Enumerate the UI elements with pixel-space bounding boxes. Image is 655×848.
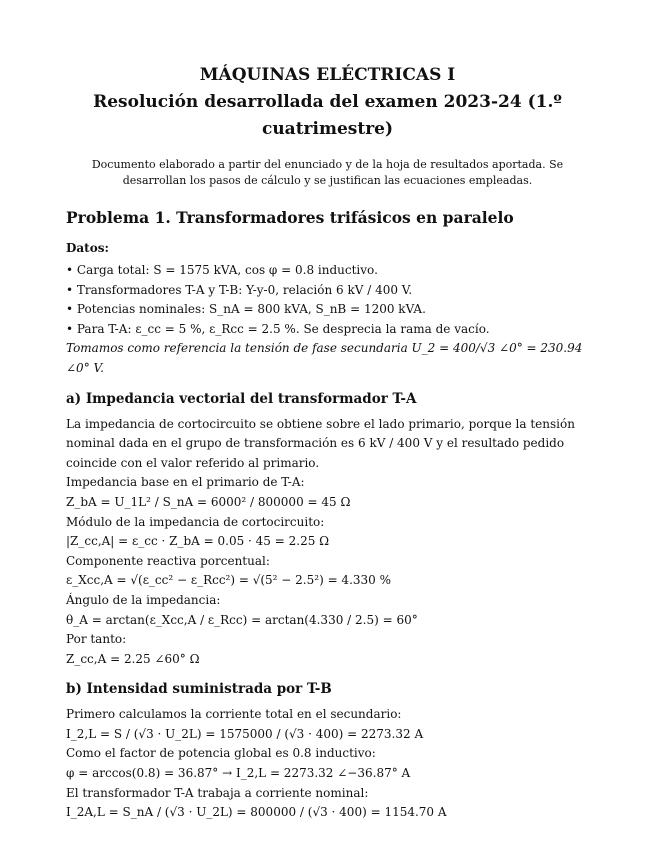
section-a-equation: |Z_cc,A| = ε_cc · Z_bA = 0.05 · 45 = 2.25 Ω bbox=[66, 534, 330, 549]
section-a-result: Z_cc,A = 2.25 ∠60° Ω bbox=[66, 651, 200, 666]
section-b-line: Primero calculamos la corriente total en el secundario: bbox=[66, 707, 402, 722]
datos-item: • Transformadores T-A y T-B: Y-y-0, relación 6 kV / 400 V. bbox=[66, 282, 413, 297]
document-subtitle-line1: Resolución desarrollada del examen 2023-24 (1.º bbox=[93, 92, 562, 112]
section-a-line: Módulo de la impedancia de cortocircuito: bbox=[66, 514, 325, 529]
section-b-line: El transformador T-A trabaja a corriente nominal: bbox=[66, 785, 369, 800]
section-a-equation: θ_A = arctan(ε_Xcc,A / ε_Rcc) = arctan(4.330 / 2.5) = 60° bbox=[66, 612, 418, 627]
section-b-heading: b) Intensidad suministrada por T-B bbox=[66, 681, 332, 698]
reference-note: Tomamos como referencia la tensión de fase secundaria U_2 = 400/√3 ∠0° = 230.94 ∠0° V. bbox=[66, 341, 583, 375]
section-a-line: Componente reactiva porcentual: bbox=[66, 553, 270, 568]
section-b-equation: φ = arccos(0.8) = 36.87° → I_2,L = 2273.32 ∠−36.87° A bbox=[66, 766, 411, 781]
datos-item: • Para T-A: ε_cc = 5 %, ε_Rcc = 2.5 %. Se desprecia la rama de vacío. bbox=[66, 321, 490, 336]
section-a-equation: ε_Xcc,A = √(ε_cc² − ε_Rcc²) = √(5² − 2.5²) = 4.330 % bbox=[66, 573, 392, 588]
section-a-line: Impedancia base en el primario de T-A: bbox=[66, 475, 305, 490]
problem1-heading: Problema 1. Transformadores trifásicos en paralelo bbox=[66, 208, 514, 227]
document-subtitle-line2: cuatrimestre) bbox=[261, 119, 394, 139]
section-b-equation: I_2,L = S / (√3 · U_2L) = 1575000 / (√3 · 400) = 2273.32 A bbox=[66, 726, 424, 741]
section-a-line: Ángulo de la impedancia: bbox=[66, 592, 221, 607]
section-a-equation: Z_bA = U_1L² / S_nA = 6000² / 800000 = 45 Ω bbox=[66, 494, 351, 509]
section-b-line: Como el factor de potencia global es 0.8 inductivo: bbox=[66, 746, 376, 761]
section-b-equation: I_2A,L = S_nA / (√3 · U_2L) = 800000 / (√3 · 400) = 1154.70 A bbox=[66, 805, 447, 820]
section-a-explanation: La impedancia de cortocircuito se obtiene sobre el lado primario, porque la tensión nominal dada en el grupo de transformación es 6 kV / 400 V y el resultado pedido coincide con el valor referido al primario. bbox=[66, 416, 575, 470]
datos-label: Datos: bbox=[66, 241, 109, 255]
datos-item: • Potencias nominales: S_nA = 800 kVA, S_nB = 1200 kVA. bbox=[66, 302, 426, 317]
datos-item: • Carga total: S = 1575 kVA, cos φ = 0.8 inductivo. bbox=[66, 263, 378, 277]
section-a-line: Por tanto: bbox=[66, 632, 127, 647]
section-a-heading: a) Impedancia vectorial del transformador T-A bbox=[66, 390, 417, 407]
intro-paragraph: Documento elaborado a partir del enunciado y de la hoja de resultados aportada. Se desarrollan los pasos de cálculo y se justifican las ecuaciones empleadas. bbox=[91, 158, 564, 187]
document-title: MÁQUINAS ELÉCTRICAS I bbox=[199, 65, 456, 85]
